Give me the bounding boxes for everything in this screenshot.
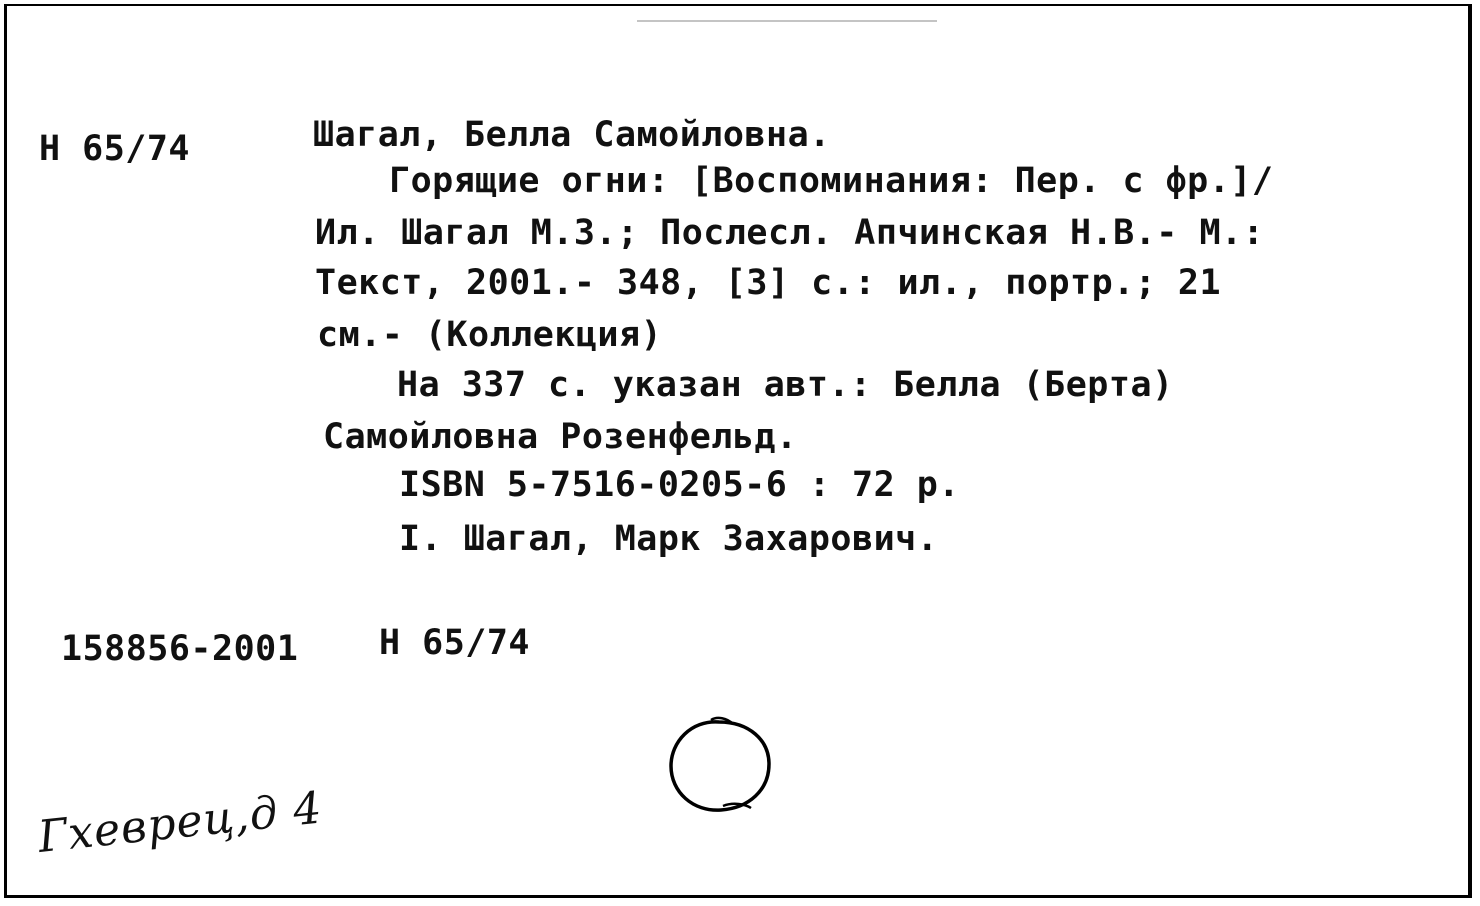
inventory-number: 158856-2001	[61, 629, 299, 669]
shelf-mark: Н 65/74	[39, 129, 191, 169]
top-scan-mark	[637, 20, 937, 22]
title-line: Горящие огни: [Воспоминания: Пер. с фр.]/	[389, 161, 1274, 201]
added-entry-line: I. Шагал, Марк Захарович.	[399, 519, 939, 559]
series-line: см.- (Коллекция)	[317, 315, 663, 355]
handwritten-note: Гхеврец,д 4	[35, 782, 325, 863]
note-line-1: На 337 с. указан авт.: Белла (Берта)	[397, 365, 1174, 405]
shelf-mark-bottom: Н 65/74	[379, 623, 531, 663]
publication-line: Текст, 2001.- 348, [3] с.: ил., портр.; 21	[315, 263, 1222, 303]
isbn-line: ISBN 5-7516-0205-6 : 72 р.	[399, 465, 960, 505]
punch-hole-stamp-icon	[661, 714, 779, 822]
note-line-2: Самойловна Розенфельд.	[323, 417, 798, 457]
responsibility-line: Ил. Шагал М.З.; Послесл. Апчинская Н.В.- М.:	[315, 213, 1265, 253]
author-heading: Шагал, Белла Самойловна.	[313, 115, 831, 155]
catalog-card	[4, 4, 1472, 898]
